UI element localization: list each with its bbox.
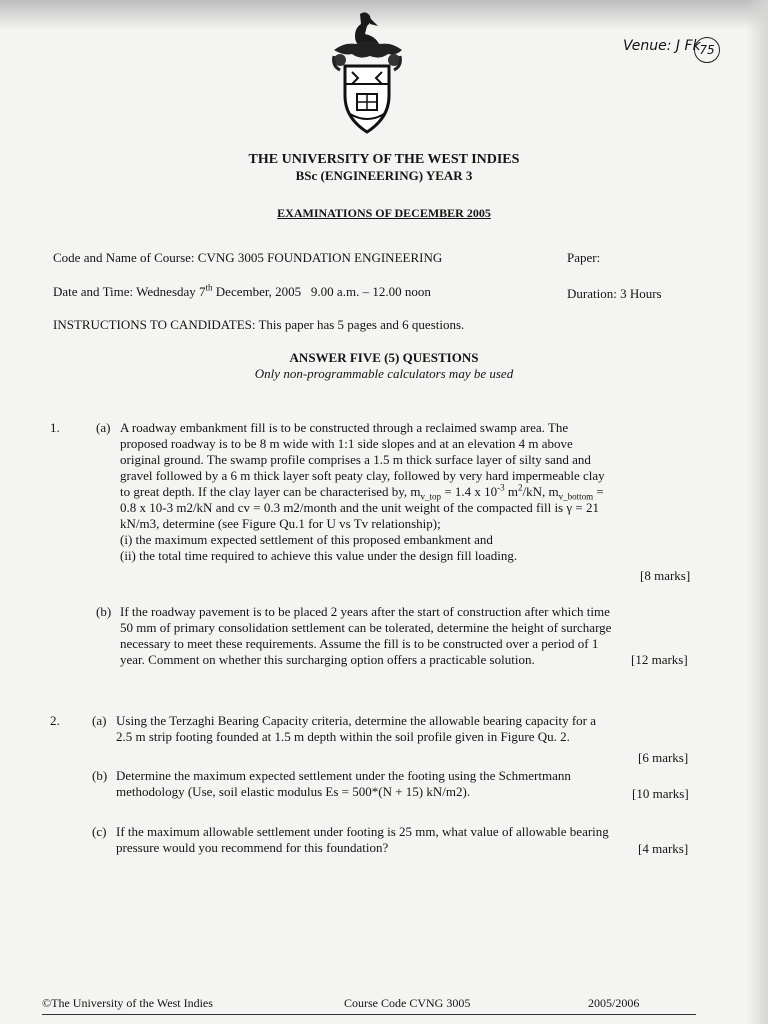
university-title: THE UNIVERSITY OF THE WEST INDIES	[248, 152, 520, 167]
footer-copyright: ©The University of the West Indies	[42, 996, 213, 1010]
exam-title: EXAMINATIONS OF DECEMBER 2005	[277, 206, 491, 220]
footer-divider	[42, 1014, 696, 1015]
question-2c-marks: [4 marks]	[638, 841, 689, 856]
answer-title: ANSWER FIVE (5) QUESTIONS	[289, 350, 479, 365]
handwritten-venue-note: Venue: J Fk	[623, 38, 701, 54]
question-2c-label: (c)	[92, 824, 107, 839]
question-2a-marks: [6 marks]	[638, 750, 689, 765]
question-1-number: 1.	[50, 420, 60, 435]
course-code-name: Code and Name of Course: CVNG 3005 FOUNDATION ENGINEERING	[53, 250, 443, 265]
duration: Duration: 3 Hours	[567, 286, 662, 301]
question-1a-label: (a)	[96, 420, 111, 435]
university-crest-logo	[330, 10, 404, 138]
question-2a-text: Using the Terzaghi Bearing Capacity criteria, determine the allowable bearing capacity for a 2.5 m strip footing founded at 1.5 m depth within the soil profile given in Figure Qu. 2.	[116, 713, 597, 744]
answer-subtitle: Only non-programmable calculators may be used	[254, 366, 514, 381]
question-2b-marks: [10 marks]	[632, 786, 689, 801]
question-1b-marks: [12 marks]	[631, 652, 688, 667]
question-2c-text: If the maximum allowable settlement under footing is 25 mm, what value of allowable bearing pressure would you recommend for this foundation?	[116, 824, 609, 855]
question-1b-text: If the roadway pavement is to be placed 2 years after the start of construction after which time 50 mm of primary consolidation settlement can be tolerated, determine the height of surcharge necessary to meet these requirements. Assume the fill is to be constructed over a period of 1 year. Comment on whether this surcharging option offers a practicable solution.	[120, 604, 612, 667]
question-2-number: 2.	[50, 713, 60, 728]
question-2a-label: (a)	[92, 713, 107, 728]
question-2b-text: Determine the maximum expected settlement under the footing using the Schmertmann methodology (Use, soil elastic modulus Es = 500*(N + 15) kN/m2).	[116, 768, 571, 799]
question-2b-label: (b)	[92, 768, 108, 783]
date-time: Date and Time: Wednesday 7th December, 2005 9.00 a.m. – 12.00 noon	[53, 282, 431, 299]
handwritten-page-number: 75	[694, 37, 720, 63]
question-1a-text: A roadway embankment fill is to be constructed through a reclaimed swamp area. The proposed roadway is to be 8 m wide with 1:1 side slopes and at an elevation 4 m above original ground. The swamp profile comprises a 1.5 m thick surface layer of silty sand and gravel followed by a 6 m thick layer soft peaty clay, followed by very hard impermeable clay to great depth. If the clay layer can be characterised by, $m_{v\_top} = 1.4$ x $10^{-3}$ $m^2/kN$, $m_{v\_bottom}$ = 0.8 x 10-3 m2/kN and cv = 0.3 m2/month and the unit weight of the compacted fill is γ = 21 kN/m3, determine (see Figure Qu.1 for U vs Tv relationship); (i) the maximum expected settlement of this proposed embankment and (ii) the total time required to achieve this value under the design fill loading.	[120, 420, 605, 563]
footer-year: 2005/2006	[588, 996, 640, 1010]
instructions: INSTRUCTIONS TO CANDIDATES: This paper has 5 pages and 6 questions.	[53, 317, 465, 332]
question-1b-label: (b)	[96, 604, 112, 619]
footer-course-code: Course Code CVNG 3005	[344, 996, 471, 1010]
programme-title: BSc (ENGINEERING) YEAR 3	[295, 168, 473, 183]
question-1a-marks: [8 marks]	[640, 568, 691, 583]
paper-label: Paper:	[567, 250, 601, 265]
